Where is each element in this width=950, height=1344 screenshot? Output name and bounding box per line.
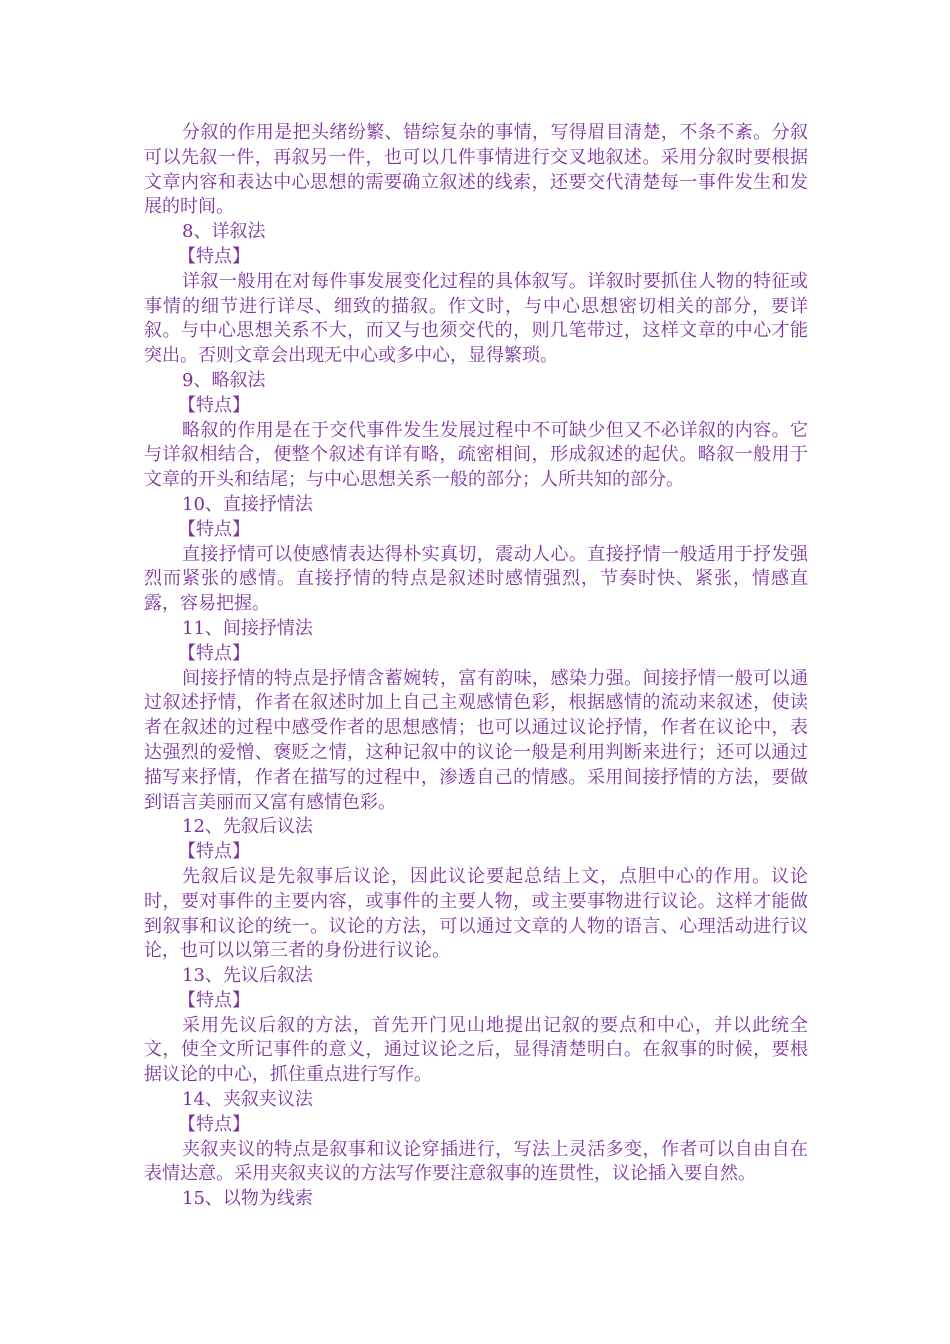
section-body: 夹叙夹议的特点是叙事和议论穿插进行，写法上灵活多变，作者可以自由自在表情达意。采用夹叙夹议的方法写作要注意叙事的连贯性，议论插入要自然。 <box>144 1138 808 1185</box>
feature-tag: 【特点】 <box>178 841 250 863</box>
last-section-heading: 15、以物为线索 <box>182 1188 313 1210</box>
section-11 <box>144 617 808 815</box>
feature-tag: 【特点】 <box>178 394 250 416</box>
section-body: 先叙后议是先叙事后议论，因此议论要起总结上文，点胆中心的作用。议论时，要对事件的主要内容，或事件的主要人物，或主要事物进行议论。这样才能做到叙事和议论的统一。议论的方法，可以通过文章的人物的语言、心理活动进行议论，也可以以第三者的身份进行议论。 <box>144 865 808 962</box>
section-8 <box>144 220 808 369</box>
section-heading: 11、间接抒情法 <box>182 617 313 639</box>
section-10 <box>144 493 808 617</box>
section-9 <box>144 369 808 493</box>
section-body: 采用先议后叙的方法，首先开门见山地提出记叙的要点和中心，并以此统全文，使全文所记事件的意义，通过议论之后，显得清楚明白。在叙事的时候，要根据议论的中心，抓住重点进行写作。 <box>144 1014 808 1086</box>
section-heading: 14、夹叙夹议法 <box>182 1089 313 1111</box>
feature-tag: 【特点】 <box>178 245 250 267</box>
section-13 <box>144 964 808 1088</box>
section-heading: 10、直接抒情法 <box>182 493 313 515</box>
section-heading: 9、略叙法 <box>182 369 266 391</box>
feature-tag: 【特点】 <box>178 642 250 664</box>
feature-tag: 【特点】 <box>178 989 250 1011</box>
intro-paragraph: 分叙的作用是把头绪纷繁、错综复杂的事情，写得眉目清楚，不条不紊。分叙可以先叙一件，再叙另一件，也可以几件事情进行交叉地叙述。采用分叙时要根据文章内容和表达中心思想的需要确立叙述的线索，还要交代清楚每一事件发生和发展的时间。 <box>144 122 808 218</box>
section-heading: 12、先叙后议法 <box>182 816 313 838</box>
feature-tag: 【特点】 <box>178 1113 250 1135</box>
section-body: 略叙的作用是在于交代事件发生发展过程中不可缺少但又不必详叙的内容。它与详叙相结合，便整个叙述有详有略，疏密相间，形成叙述的起伏。略叙一般用于文章的开头和结尾；与中心思想关系一般的部分；人所共知的部分。 <box>144 419 808 491</box>
section-heading: 13、先议后叙法 <box>182 965 313 987</box>
section-body: 详叙一般用在对每件事发展变化过程的具体叙写。详叙时要抓住人物的特征或事情的细节进行详尽、细致的描叙。作文时，与中心思想密切相关的部分，要详叙。与中心思想关系不大，而又与也须交代的，则几笔带过，这样文章的中心才能突出。否则文章会出现无中心或多中心，显得繁琐。 <box>144 270 808 367</box>
section-body: 直接抒情可以使感情表达得朴实真切，震动人心。直接抒情一般适用于抒发强烈而紧张的感情。直接抒情的特点是叙述时感情强烈，节奏时快、紧张，情感直露，容易把握。 <box>144 543 808 615</box>
section-heading: 8、详叙法 <box>182 221 266 243</box>
section-12 <box>144 815 808 964</box>
section-body: 间接抒情的特点是抒情含蓄婉转，富有韵味，感染力强。间接抒情一般可以通过叙述抒情，作者在叙述时加上自己主观感情色彩，根据感情的流动来叙述，使读者在叙述的过程中感受作者的思想感情；也可以通过议论抒情，作者在议论中，表达强烈的爱憎、褒贬之情，这种记叙中的议论一般是利用判断来进行；还可以通过描写来抒情，作者在描写的过程中，渗透自己的情感。采用间接抒情的方法，要做到语言美丽而又富有感情色彩。 <box>144 667 808 813</box>
section-14 <box>144 1088 808 1187</box>
document-page <box>144 121 808 1212</box>
feature-tag: 【特点】 <box>178 518 250 540</box>
